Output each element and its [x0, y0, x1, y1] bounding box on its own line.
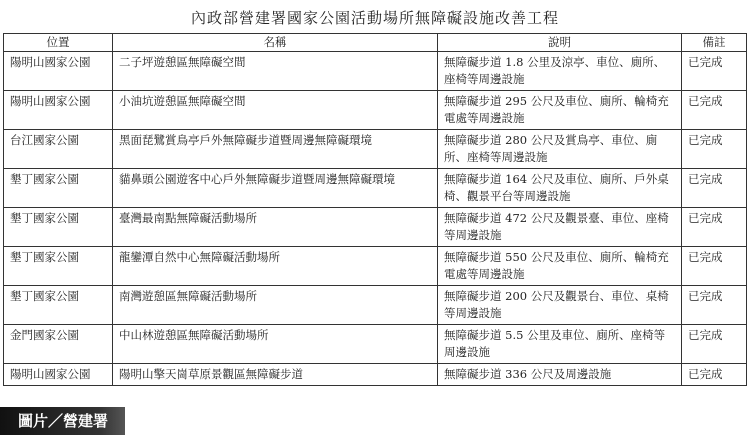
facilities-table	[3, 33, 747, 386]
cell-name: 二子坪遊憩區無障礙空間	[113, 52, 438, 91]
cell-name: 小油坑遊憩區無障礙空間	[113, 91, 438, 130]
cell-location: 陽明山國家公園	[4, 364, 113, 386]
cell-note: 已完成	[682, 91, 747, 130]
cell-location: 墾丁國家公園	[4, 247, 113, 286]
cell-location: 墾丁國家公園	[4, 208, 113, 247]
table-row	[4, 325, 747, 364]
table-row	[4, 247, 747, 286]
document-title: 內政部營建署國家公園活動場所無障礙設施改善工程	[190, 9, 559, 27]
cell-note: 已完成	[682, 286, 747, 325]
cell-note: 已完成	[682, 52, 747, 91]
cell-description: 無障礙步道 164 公尺及車位、廁所、戶外桌椅、觀景平台等周邊設施	[438, 169, 682, 208]
cell-description: 無障礙步道 200 公尺及觀景台、車位、桌椅等周邊設施	[438, 286, 682, 325]
cell-name: 南灣遊憩區無障礙活動場所	[113, 286, 438, 325]
cell-description: 無障礙步道 550 公尺及車位、廁所、輪椅充電處等周邊設施	[438, 247, 682, 286]
cell-description: 無障礙步道 280 公尺及賞鳥亭、車位、廁所、座椅等周邊設施	[438, 130, 682, 169]
table-row	[4, 91, 747, 130]
cell-description: 無障礙步道 295 公尺及車位、廁所、輪椅充電處等周邊設施	[438, 91, 682, 130]
cell-note: 已完成	[682, 169, 747, 208]
table-row	[4, 208, 747, 247]
cell-name: 中山林遊憩區無障礙活動場所	[113, 325, 438, 364]
cell-note: 已完成	[682, 208, 747, 247]
header-note: 備註	[682, 34, 747, 52]
cell-note: 已完成	[682, 130, 747, 169]
cell-name: 黑面琵鷺賞鳥亭戶外無障礙步道暨周邊無障礙環境	[113, 130, 438, 169]
cell-description: 無障礙步道 472 公尺及觀景臺、車位、座椅等周邊設施	[438, 208, 682, 247]
cell-note: 已完成	[682, 325, 747, 364]
header-name: 名稱	[113, 34, 438, 52]
header-description: 說明	[438, 34, 682, 52]
cell-location: 金門國家公園	[4, 325, 113, 364]
cell-name: 陽明山擎天崗草原景觀區無障礙步道	[113, 364, 438, 386]
cell-location: 墾丁國家公園	[4, 286, 113, 325]
table-row	[4, 169, 747, 208]
cell-location: 陽明山國家公園	[4, 91, 113, 130]
cell-name: 龍鑾潭自然中心無障礙活動場所	[113, 247, 438, 286]
cell-note: 已完成	[682, 247, 747, 286]
cell-description: 無障礙步道 5.5 公里及車位、廁所、座椅等周邊設施	[438, 325, 682, 364]
cell-note: 已完成	[682, 364, 747, 386]
table-row	[4, 130, 747, 169]
cell-name: 貓鼻頭公園遊客中心戶外無障礙步道暨周邊無障礙環境	[113, 169, 438, 208]
header-location: 位置	[4, 34, 113, 52]
cell-description: 無障礙步道 1.8 公里及涼亭、車位、廁所、座椅等周邊設施	[438, 52, 682, 91]
cell-location: 陽明山國家公園	[4, 52, 113, 91]
cell-name: 臺灣最南點無障礙活動場所	[113, 208, 438, 247]
table-row	[4, 286, 747, 325]
cell-location: 墾丁國家公園	[4, 169, 113, 208]
table-row	[4, 52, 747, 91]
table-header-row	[4, 34, 747, 52]
cell-location: 台江國家公園	[4, 130, 113, 169]
table-row	[4, 364, 747, 386]
cell-description: 無障礙步道 336 公尺及周邊設施	[438, 364, 682, 386]
image-credit-badge: 圖片／營建署	[0, 407, 125, 435]
